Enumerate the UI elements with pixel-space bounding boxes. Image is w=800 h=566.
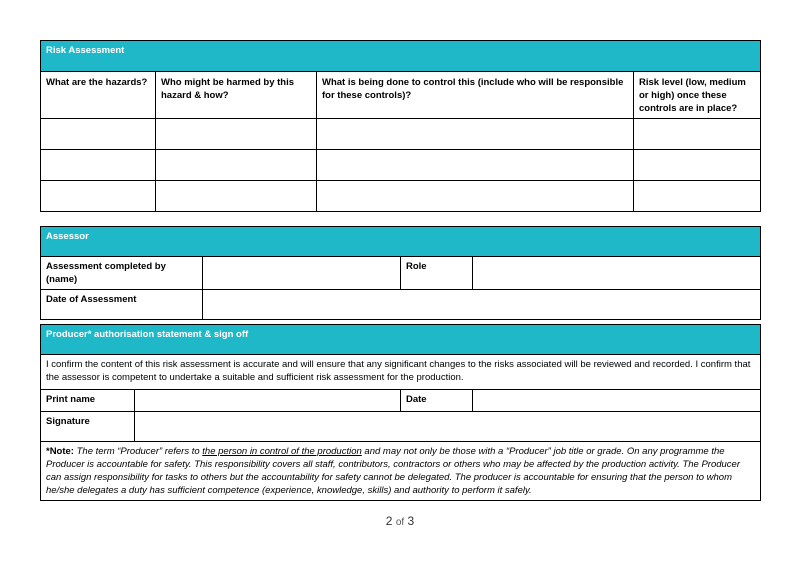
producer-note [41, 442, 761, 501]
controls-cell[interactable] [317, 119, 634, 150]
date-of-assessment-label: Date of Assessment [41, 290, 203, 320]
note-text-1: The term “Producer” refers to [73, 446, 203, 457]
completed-by-field[interactable] [203, 257, 401, 290]
note-text-2: and may not only be those with a “Producer” job title or grade. On any programme the Producer is accountable for safety. This responsibility covers all staff, contributors, contractors or others who may be affected by the production activity. The Producer can assign responsibility for tasks to others but the accountability for safety cannot be delegated. The producer is accountable for ensuring that the person to whom he/she delegates a duty has sufficient competence (experience, knowledge, skills) and authority to perform it safely. [46, 446, 740, 496]
controls-cell[interactable] [317, 150, 634, 181]
harmed-cell[interactable] [156, 150, 317, 181]
assessor-heading: Assessor [41, 227, 761, 257]
print-name-field[interactable] [135, 390, 401, 412]
date-field[interactable] [473, 390, 761, 412]
hazard-cell[interactable] [41, 150, 156, 181]
print-name-label: Print name [41, 390, 135, 412]
note-underlined-text: the person in control of the production [202, 446, 362, 457]
risk-level-cell[interactable] [634, 119, 761, 150]
total-pages: 3 [407, 514, 415, 528]
note-label: *Note: [46, 446, 74, 457]
page-number [0, 514, 800, 528]
page-of: of [395, 517, 405, 528]
completed-by-label: Assessment completed by (name) [41, 257, 203, 290]
hazards-column-header: What are the hazards? [41, 72, 156, 119]
table-row [41, 119, 761, 150]
hazard-cell[interactable] [41, 119, 156, 150]
date-label: Date [401, 390, 473, 412]
hazard-cell[interactable] [41, 181, 156, 212]
harmed-cell[interactable] [156, 181, 317, 212]
controls-cell[interactable] [317, 181, 634, 212]
table-row [41, 150, 761, 181]
producer-heading: Producer* authorisation statement & sign off [41, 325, 761, 355]
signature-label: Signature [41, 412, 135, 442]
harmed-cell[interactable] [156, 119, 317, 150]
harmed-column-header: Who might be harmed by this hazard & how? [156, 72, 317, 119]
date-of-assessment-field[interactable] [203, 290, 761, 320]
controls-column-header: What is being done to control this (include who will be responsible for these controls)? [317, 72, 634, 119]
producer-signoff-table [40, 324, 761, 501]
risk-level-cell[interactable] [634, 181, 761, 212]
risk-level-cell[interactable] [634, 150, 761, 181]
risk-assessment-table [40, 40, 761, 212]
role-field[interactable] [473, 257, 761, 290]
authorisation-statement: I confirm the content of this risk assessment is accurate and will ensure that any significant changes to the risks associated will be reviewed and recorded. I confirm that the assessor is competent to undertake a suitable and sufficient risk assessment for the production. [41, 355, 761, 390]
assessor-table [40, 226, 761, 320]
risk-assessment-heading: Risk Assessment [41, 41, 761, 72]
role-label: Role [401, 257, 473, 290]
table-row [41, 181, 761, 212]
risk-level-column-header: Risk level (low, medium or high) once these controls are in place? [634, 72, 761, 119]
signature-field[interactable] [135, 412, 761, 442]
current-page: 2 [385, 514, 393, 528]
